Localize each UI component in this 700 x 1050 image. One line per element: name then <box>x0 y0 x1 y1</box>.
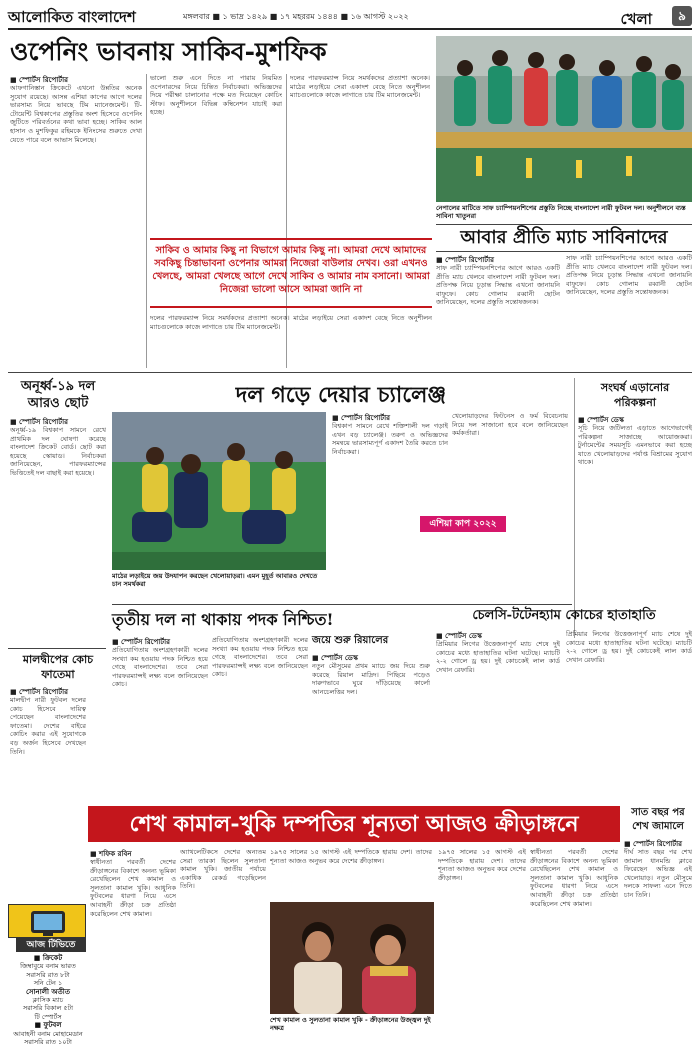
newspaper-logo: আলোকিত বাংলাদেশ <box>8 8 136 26</box>
tv-box-title: আজ টিভিতে <box>16 938 86 952</box>
women-football-photo <box>436 36 692 202</box>
rematch-headline: আবার প্রীতি ম্যাচ সাবিনাদের <box>436 224 692 252</box>
team-photo-caption: মাঠের লড়াইয়ে জয় উদযাপন করছেন খেলোয়াড়রা। এমন মুহূর্ত আবারও দেখতে চান সমর্থকরা <box>112 572 318 588</box>
tv-item: ■ ক্রিকেট জিম্বাবুয়ে বনাম ভারত সরাসরি রাত ৮টা সনি টেন ১ <box>20 954 76 988</box>
team-body-col1: বিশ্বকাপ সামনে রেখে শক্তিশালী দল গড়াই এখন বড় চ্যালেঞ্জ। তরুণ ও অভিজ্ঞদের সমন্বয়ে ভারসাম্যপূর্ণ একাদশ তৈরি করতে চান নির্বাচকরা। <box>332 422 448 456</box>
maldives-byline: ■ স্পোর্টস রিপোর্টার <box>10 688 68 696</box>
rematch-byline: ■ স্পোর্টস রিপোর্টার <box>436 256 494 264</box>
tv-schedule-list <box>8 954 88 1046</box>
riyal-body: নতুন মৌসুমের প্রথম ম্যাচে জয় দিয়ে শুরু করেছে রিয়াল মাদ্রিদ। পিছিয়ে পড়েও দারুণভাবে ঘুরে দাঁড়িয়েছে কার্লো আনচেলত্তির দল। <box>312 662 430 696</box>
seven-years-headline: সাত বছর পর শেখ জামালে <box>631 807 685 832</box>
seven-years-body: দীর্ঘ সাত বছর পর শেখ জামাল ধানমন্ডি ক্লাবে ফিরেছেন অভিজ্ঞ এই খেলোয়াড়। নতুন মৌসুমে দলকে সাফল্য এনে দিতে চান তিনি। <box>624 848 692 899</box>
medal-byline: ■ স্পোর্টস রিপোর্টার <box>112 638 170 646</box>
sheikh-kamal-photo-caption: শেখ কামাল ও সুলতানা কামাল খুকি - ক্রীড়াঙ্গনের উজ্জ্বল দুই নক্ষত্র <box>270 1016 431 1032</box>
chelsea-headline: চেলসি-টটেনহ্যাম কোচের হাতাহাতি <box>472 608 656 623</box>
maldives-body: মালদ্বীপ নারী ফুটবল দলের কোচ হিসেবে দায়িত্ব পেয়েছেন বাংলাদেশের ফাতেমা। দেশের বাইরে কোচিং করার এই সুযোগকে বড় অর্জন হিসেবে দেখছেন তিনি। <box>10 696 86 756</box>
chelsea-body-col2: প্রিমিয়ার লিগের উত্তেজনাপূর্ণ ম্যাচ শেষে দুই কোচের মধ্যে হাতাহাতির ঘটনা ঘটেছে। ম্যাচটি ২-২ গোলে ড্র হয়। দুই কোচকেই লাল কার্ড দেখান রেফারি। <box>566 630 692 664</box>
seven-years-byline: ■ স্পোর্টস রিপোর্টার <box>624 840 682 848</box>
u19-body: অনূর্ধ্ব-১৯ বিশ্বকাপ সামনে রেখে প্রাথমিক দল ঘোষণা করেছে বাংলাদেশ ক্রিকেট বোর্ড। ছোট করা হয়েছে স্কোয়াড। নির্বাচকরা জানিয়েছেন, পারফরম্যান্সের ভিত্তিতেই দল বাছাই করা হয়েছে। <box>10 426 106 477</box>
lead-body-col2: ভালো শুরু এনে দিতে না পারায় নিয়মিত ওপেনারদের নিয়ে চিন্তিত নির্বাচকরা। অভিজ্ঞদের দিয়ে পরীক্ষা চালানোর পক্ষে মত দিয়েছেন কোচিং স্টাফ। অনুশীলনে বিভিন্ন কম্বিনেশন যাচাই করা হচ্ছে। <box>150 74 282 117</box>
tv-item: সোনালী অতীত ক্লাসিক ম্যাচ সরাসরি বিকাল ৫টা টি স্পোর্টস <box>22 987 73 1021</box>
tv-icon-box <box>8 904 86 938</box>
lead-body-col3-cont: দলের পারফরম্যান্স নিয়ে সমর্থকদের প্রত্যাশা অনেক। মাঠের লড়াইয়ে সেরা একাদশ বেছে নিতে অনুশীলন ম্যাচগুলোকে কাজে লাগাতে চায় টিম ম্যানেজমেন্ট। <box>150 314 432 331</box>
sheikh-kamal-body-col3: ১৯৭৫ সালের ১৫ আগস্ট এই দম্পতিকে হারায় দেশ। তাদের শূন্যতা আজও অনুভব করে দেশের ক্রীড়াঙ্গন। <box>270 848 432 865</box>
celebration-photo <box>112 412 326 570</box>
team-body-col2: খেলোয়াড়দের ফিটনেস ও ফর্ম বিবেচনায় নিয়ে দল সাজানো হবে বলে জানিয়েছেন কর্মকর্তারা। <box>452 412 568 438</box>
medal-headline: তৃতীয় দল না থাকায় পদক নিশ্চিত! <box>112 610 334 629</box>
conflict-body: সূচি নিয়ে জটিলতা এড়াতে আগেভাগেই পরিকল্পনা সাজাচ্ছে আয়োজকরা। টুর্নামেন্টের সময়সূচি এমনভাবে করা হচ্ছে যাতে খেলোয়াড়দের পর্যাপ্ত বিশ্রামের সুযোগ থাকে। <box>578 424 692 467</box>
team-byline: ■ স্পোর্টস রিপোর্টার <box>332 414 390 422</box>
riyal-byline: ■ স্পোর্টস ডেস্ক <box>312 654 358 662</box>
television-icon <box>9 905 87 939</box>
masthead <box>8 4 692 30</box>
u19-byline: ■ স্পোর্টস রিপোর্টার <box>10 418 68 426</box>
sheikh-kamal-photo <box>270 902 434 1014</box>
team-headline: দল গড়ে দেয়ার চ্যালেঞ্জ <box>235 382 447 408</box>
lead-byline: ■ স্পোর্টস রিপোর্টার <box>10 76 68 84</box>
u19-headline: অনূর্ধ্ব-১৯ দল আরও ছোট <box>20 379 96 411</box>
section-name: খেলা <box>620 10 652 28</box>
lead-headline: ওপেনিং ভাবনায় সাকিব-মুশফিক <box>10 37 327 66</box>
conflict-byline: ■ স্পোর্টস ডেস্ক <box>578 416 624 424</box>
issue-date: মঙ্গলবার ■ ১ ভাদ্র ১৪২৯ ■ ১৭ মহররম ১৪৪৪ ■ ১৬ আগস্ট ২০২২ <box>183 12 409 21</box>
lead-body-col3: দলের পারফরম্যান্স নিয়ে সমর্থকদের প্রত্যাশা অনেক। মাঠের লড়াইয়ে সেরা একাদশ বেছে নিতে অনুশীলন ম্যাচগুলোকে কাজে লাগাতে চায় টিম ম্যানেজমেন্ট। <box>290 74 430 100</box>
medal-body-col1: প্রতিযোগিতায় অংশগ্রহণকারী দলের সংখ্যা কম হওয়ায় পদক নিশ্চিত হয়ে গেছে বাংলাদেশের। তবে সেরা পারফরম্যান্সই লক্ষ্য বলে জানিয়েছেন কোচ। <box>112 646 208 689</box>
asia-cup-tag: এশিয়া কাপ ২০২২ <box>420 516 506 532</box>
rematch-body-col1: সাফ নারী চ্যাম্পিয়নশিপের আগে আরও একটি প্রীতি ম্যাচ খেলবে বাংলাদেশ নারী ফুটবল দল। প্রতিপক্ষ নিয়ে চূড়ান্ত সিদ্ধান্ত এখনো জানায়নি বাফুফে। কোচ গোলাম রব্বানী ছোটন জানিয়েছেন, দলের প্রস্তুতি সন্তোষজনক। <box>436 264 560 307</box>
rematch-photo-caption: নেপালের মাটিতে সাফ চ্যাম্পিয়নশিপের প্রস্তুতি নিচ্ছে বাংলাদেশ নারী ফুটবল দল। অনুশীলনে ব্যস্ত সাবিনা খাতুনরা <box>436 204 686 220</box>
maldives-headline: মালদ্বীপের কোচ ফাতেমা <box>22 653 94 681</box>
sheikh-kamal-body-col5: স্বাধীনতা পরবর্তী দেশের ক্রীড়াঙ্গনের বিকাশে অনন্য ভূমিকা রেখেছিলেন শেখ কামাল ও সুলতানা কামাল খুকি। আধুনিক ফুটবলের ধারণা নিয়ে এসে আবাহনী ক্রীড়া চক্র প্রতিষ্ঠা করেছিলেন শেখ কামাল। <box>530 848 618 908</box>
sheikh-kamal-byline: ■ শফিক রবিন <box>90 850 132 858</box>
sheikh-kamal-body-col2: অ্যাথলেটিকসে দেশের অন্যতম সেরা তারকা ছিলেন সুলতানা কামাল খুকি। জাতীয় পর্যায়ে একাধিক রেকর্ড গড়েছিলেন তিনি। <box>180 848 266 891</box>
sheikh-kamal-body-col4: ১৯৭৫ সালের ১৫ আগস্ট এই দম্পতিকে হারায় দেশ। তাদের শূন্যতা আজও অনুভব করে দেশের ক্রীড়াঙ্গন। <box>438 848 526 882</box>
rematch-body-col2: সাফ নারী চ্যাম্পিয়নশিপের আগে আরও একটি প্রীতি ম্যাচ খেলবে বাংলাদেশ নারী ফুটবল দল। প্রতিপক্ষ নিয়ে চূড়ান্ত সিদ্ধান্ত এখনো জানায়নি বাফুফে। কোচ গোলাম রব্বানী ছোটন জানিয়েছেন, দলের প্রস্তুতি সন্তোষজনক। <box>566 254 692 297</box>
sheikh-kamal-body-col1: স্বাধীনতা পরবর্তী দেশের ক্রীড়াঙ্গনের বিকাশে অনন্য ভূমিকা রেখেছিলেন শেখ কামাল ও সুলতানা কামাল খুকি। আধুনিক ফুটবলের ধারণা নিয়ে এসে আবাহনী ক্রীড়া চক্র প্রতিষ্ঠা করেছিলেন শেখ কামাল। <box>90 858 176 918</box>
lead-pull-quote: সাকিব ও আমার কিছু না বিভাগে আমার কিছু না। আমরা দেখে আমাদের সবকিছু চিন্তাভাবনা ওপেনার আমরা নিজেরা বাউলার দেখব। ওরা এখনও খেলছে, আমরা খেলছে আগে দেখে সাকিব ও আমার নাম বসানো। আমরা নিজেরা ভালো আসে আমরা জানি না <box>150 238 432 308</box>
lead-body-col1: আফগানিস্তান ক্রিকেটে এখনো উন্নতির অনেক সুযোগ রয়েছে। আসন্ন এশিয়া কাপের আগে দলের ভারসাম্য নিয়ে ভাবছে টিম ম্যানেজমেন্ট। টি-টোয়েন্টি বিশ্বকাপের প্রস্তুতির অংশ হিসেবে ওপেনিং জুটিতে পরিবর্তনের কথা ভাবা হচ্ছে। সাকিব আল হাসান ও মুশফিকুর রহিমকে ইনিংসের শুরুতে দেখা যেতে পারে বলে আভাস মিলেছে। <box>10 84 142 144</box>
sheikh-kamal-banner: শেখ কামাল-খুকি দম্পতির শূন্যতা আজও ক্রীড়াঙ্গনে <box>88 806 620 842</box>
chelsea-body-col1: প্রিমিয়ার লিগের উত্তেজনাপূর্ণ ম্যাচ শেষে দুই কোচের মধ্যে হাতাহাতির ঘটনা ঘটেছে। ম্যাচটি ২-২ গোলে ড্র হয়। দুই কোচকেই লাল কার্ড দেখান রেফারি। <box>436 640 560 674</box>
conflict-headline: সংঘর্ষ এড়ানোর পরিকল্পনা <box>600 381 670 409</box>
medal-body-col2: প্রতিযোগিতায় অংশগ্রহণকারী দলের সংখ্যা কম হওয়ায় পদক নিশ্চিত হয়ে গেছে বাংলাদেশের। তবে সেরা পারফরম্যান্সই লক্ষ্য বলে জানিয়েছেন কোচ। <box>212 636 308 679</box>
riyal-headline: জয়ে শুরু রিয়ালের <box>312 635 389 646</box>
chelsea-byline: ■ স্পোর্টস ডেস্ক <box>436 632 482 640</box>
tv-item: ■ ফুটবল আবাহনী বনাম মোহামেডান সরাসরি রাত ১০টা <box>13 1021 83 1047</box>
page-number: ৯ <box>672 6 692 26</box>
